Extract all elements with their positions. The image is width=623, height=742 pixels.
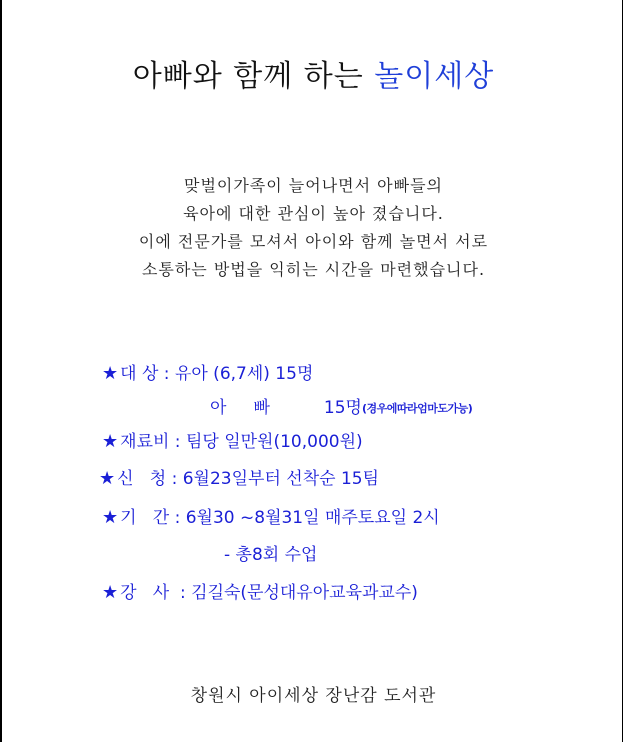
star-icon: ★ <box>102 582 119 603</box>
instructor-value: 김길숙(문성대유아교육과교수) <box>191 583 418 603</box>
instructor-label: 강 사 : <box>120 583 192 603</box>
intro-line: 육아에 대한 관심이 높아 졌습니다. <box>183 204 444 223</box>
period-sub-value: - 총8회 수업 <box>224 545 318 565</box>
target-dad-value: 아 빠 15명 <box>210 398 362 418</box>
star-icon: ★ <box>102 507 119 528</box>
star-icon: ★ <box>102 431 119 452</box>
intro-line: 소통하는 방법을 익히는 시간을 마련했습니다. <box>141 260 486 279</box>
target-label: 대 상 : <box>120 364 175 384</box>
intro-line: 맞벌이가족이 늘어나면서 아빠들의 <box>183 176 443 195</box>
period-value: 6월30 ~8월31일 매주토요일 2시 <box>185 508 440 528</box>
period-label: 기 간 : <box>120 508 186 528</box>
fee-label: 재료비 : <box>120 432 186 452</box>
title-main: 아빠와 함께 하는 <box>132 59 375 94</box>
program-info <box>2 0 623 742</box>
target-child-value: 유아 (6,7세) 15명 <box>174 364 314 384</box>
info-row-target-dad <box>210 396 472 421</box>
info-row-period <box>102 506 440 530</box>
star-icon: ★ <box>99 468 116 489</box>
star-icon: ★ <box>102 363 119 384</box>
apply-label: 신 청 : <box>117 469 183 489</box>
target-dad-note: (경우에따라엄마도가능) <box>361 402 473 415</box>
title-accent: 놀이세상 <box>374 59 495 94</box>
info-row-instructor <box>102 581 418 605</box>
footer-organizer: 창원시 아이세상 장난감 도서관 <box>190 686 437 706</box>
apply-value: 6월23일부터 선착순 15팀 <box>182 469 379 489</box>
fee-value: 팀당 일만원(10,000원) <box>185 432 363 452</box>
intro-line: 이에 전문가를 모셔서 아이와 함께 놀면서 서로 <box>138 232 489 251</box>
info-row-target <box>102 362 313 386</box>
info-row-fee <box>102 430 363 454</box>
info-row-apply <box>99 467 379 491</box>
info-row-period-sub <box>224 543 317 567</box>
